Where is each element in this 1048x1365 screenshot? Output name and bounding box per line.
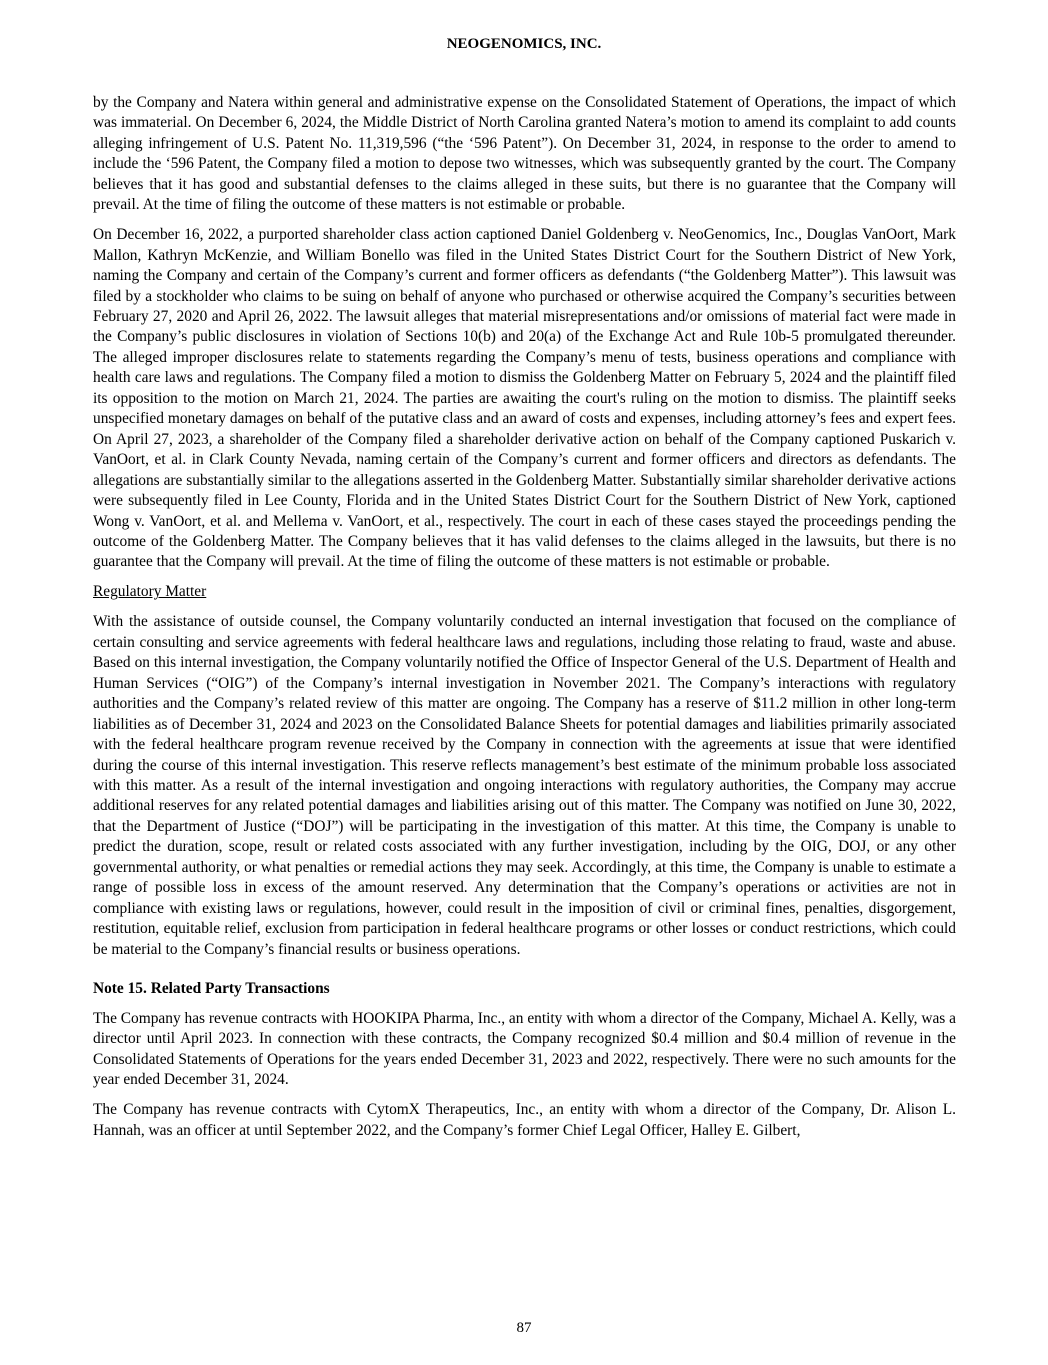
paragraph-natera-litigation: by the Company and Natera within general and administrative expense on the Consolidated Statement of Operations, the impact of which was immaterial. On December 6, 2024, the Middle District of North Carolina granted Natera’s motion to amend its complaint to add counts alleging infringement of U.S. Patent No. 11,319,596 (“the ‘596 Patent”). On December 31, 2024, in response to the order to amend to include the ‘596 Patent, the Company filed a motion to depose two witnesses, which was subsequently granted by the court. The Company believes that it has good and substantial defenses to the claims alleged in these suits, but there is no guarantee that the Company will prevail. At the time of filing the outcome of these matters is not estimable or probable. [93,94,956,214]
company-header: NEOGENOMICS, INC. [446,36,602,52]
paragraph-regulatory-matter: With the assistance of outside counsel, the Company voluntarily conducted an internal investigation that focused on the compliance of certain consulting and service agreements with federal healthcare laws and regulations, including those relating to fraud, waste and abuse. Based on this internal investigation, the Company voluntarily notified the Office of Inspector General of the U.S. Department of Health and Human Services (“OIG”) of the Company’s internal investigation in November 2021. The Company’s interactions with regulatory authorities and the Company’s related review of this matter are ongoing. The Company has a reserve of $11.2 million in other long-term liabilities as of December 31, 2024 and 2023 on the Consolidated Balance Sheets for potential damages and liabilities primarily associated with the federal healthcare program revenue received by the Company in connection with the agreements at issue that were identified during the course of this internal investigation. This reserve reflects management’s best estimate of the minimum probable loss associated with this matter. As a result of the internal investigation and ongoing interactions with regulatory authorities, the Company may accrue additional reserves for any related potential damages and liabilities arising out of this matter. The Company was notified on June 30, 2022, that the Department of Justice (“DOJ”) will be participating in the investigation of this matter. At this time, the Company is unable to predict the duration, scope, result or related costs associated with any further investigation, including by the OIG, DOJ, or any other governmental authority, or what penalties or remedial actions they may seek. Accordingly, at this time, the Company is unable to estimate a range of possible loss in excess of the amount reserved. Any determination that the Company’s operations or activities are not in compliance with existing laws or regulations, however, could result in the imposition of civil or criminal fines, penalties, disgorgement, restitution, equitable relief, exclusion from participation in federal healthcare programs or other losses or conduct restrictions, which could be material to the Company’s financial results or business operations. [93,613,956,958]
document-body [93,93,956,1151]
paragraph-goldenberg-matter: On December 16, 2022, a purported shareholder class action captioned Daniel Goldenberg v. NeoGenomics, Inc., Douglas VanOort, Mark Mallon, Kathryn McKenzie, and William Bonello was filed in the United States District Court for the Southern District of New York, naming the Company and certain of the Company’s current and former officers as defendants (“the Goldenberg Matter”). This lawsuit was filed by a stockholder who claims to be suing on behalf of anyone who purchased or otherwise acquired the Company’s securities between February 27, 2020 and April 26, 2022. The lawsuit alleges that material misrepresentations and/or omissions of material fact were made in the Company’s public disclosures in violation of Sections 10(b) and 20(a) of the Exchange Act and Rule 10b-5 promulgated thereunder. The alleged improper disclosures relate to statements regarding the Company’s menu of tests, business operations and compliance with health care laws and regulations. The Company filed a motion to dismiss the Goldenberg Matter on February 5, 2024 and the plaintiff filed its opposition to the motion on March 21, 2024. The parties are awaiting the court's ruling on the motion to dismiss. The plaintiff seeks unspecified monetary damages on behalf of the putative class and an award of costs and expenses, including attorney’s fees and expert fees. On April 27, 2023, a shareholder of the Company filed a shareholder derivative action on behalf of the Company captioned Puskarich v. VanOort, et al. in Clark County Nevada, naming certain of the Company’s current and former officers and directors as defendants. The allegations are substantially similar to the allegations asserted in the Goldenberg Matter. Substantially similar shareholder derivative actions were subsequently filed in Lee County, Florida and in the United States District Court for the Southern District of New York, captioned Wong v. VanOort, et al. and Mellema v. VanOort, et al., respectively. The court in each of these cases stayed the proceedings pending the outcome of the Goldenberg Matter. The Company believes that it has valid defenses to the claims alleged in the lawsuits, but there is no guarantee that the Company will prevail. At the time of filing the outcome of these matters is not estimable or probable. [93,226,956,571]
regulatory-matter-heading: Regulatory Matter [93,583,207,601]
note-15-heading: Note 15. Related Party Transactions [93,980,330,998]
paragraph-cytomx: The Company has revenue contracts with CytomX Therapeutics, Inc., an entity with whom a director of the Company, Dr. Alison L. Hannah, was an officer at until September 2022, and the Company’s former Chief Legal Officer, Halley E. Gilbert, [93,1101,956,1139]
paragraph-hookipa: The Company has revenue contracts with HOOKIPA Pharma, Inc., an entity with whom a director of the Company, Michael A. Kelly, was a director until April 2023. In connection with these contracts, the Company recognized $0.4 million and $0.4 million of revenue in the Consolidated Statements of Operations for the years ended December 31, 2023 and 2022, respectively. There were no such amounts for the year ended December 31, 2024. [93,1010,956,1089]
page-number: 87 [516,1320,532,1336]
